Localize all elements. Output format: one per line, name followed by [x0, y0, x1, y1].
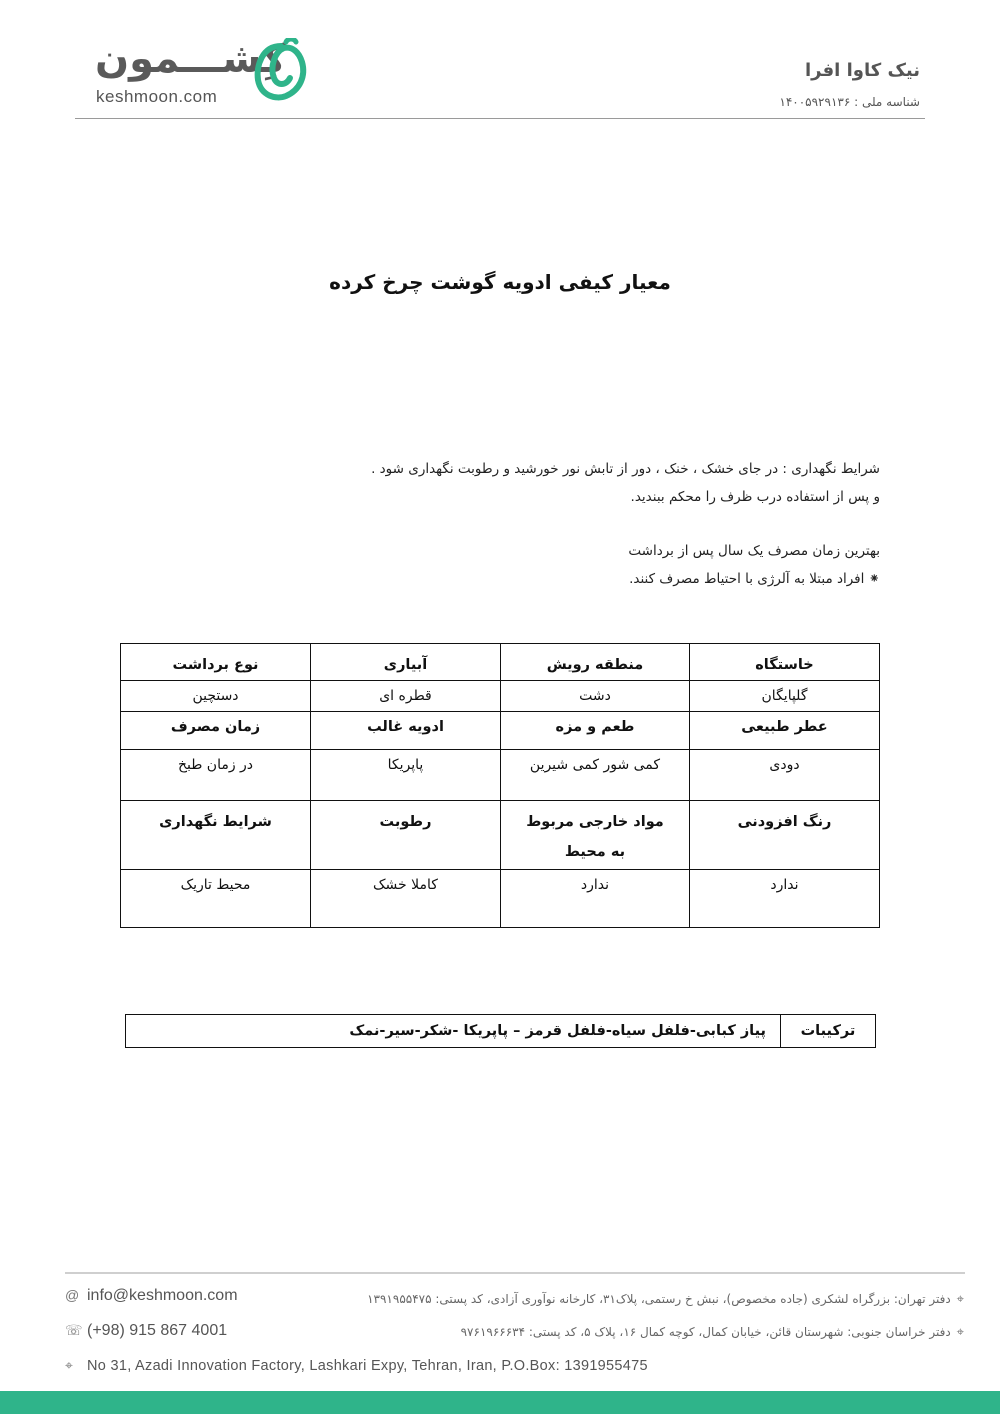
table-cell: دستچین [121, 681, 311, 712]
table-cell: دشت [501, 681, 690, 712]
table-row [121, 801, 880, 870]
logo-text-persian: کِشـــمون [95, 36, 287, 82]
company-name: نیک کاوا افرا [805, 60, 920, 81]
ingredients-table [125, 1014, 876, 1048]
footer-office-khorasan: دفتر خراسان جنوبی: شهرستان قائن، خیابان کمال، کوچه کمال ۱۶، پلاک ۵، کد پستی: ۹۷۶۱۹۶۶۶۳۴ [460, 1325, 951, 1339]
table-row [121, 870, 880, 928]
location-pin-icon: ⌖ [956, 1292, 964, 1307]
location-pin-icon: ⌖ [65, 1357, 74, 1373]
note-line: بهترین زمان مصرف یک سال پس از برداشت [628, 543, 880, 559]
table-cell: گلپایگان [690, 681, 880, 712]
table-cell: در زمان طبخ [121, 750, 311, 801]
footer-email-row [65, 1287, 238, 1305]
table-cell: پاپریکا [311, 750, 501, 801]
table-cell: دودی [690, 750, 880, 801]
note-line: ⁕ افراد مبتلا به آلرژی با احتیاط مصرف کنند. [629, 571, 880, 587]
header-divider [75, 118, 925, 119]
footer-office-tehran: دفتر تهران: بزرگراه لشکری (جاده مخصوص)، نبش خ رستمی، پلاک۳۱، کارخانه نوآوری آزادی، کد پستی: ۱۳۹۱۹۵۵۴۷۵ [367, 1292, 951, 1306]
table-cell: قطره ای [311, 681, 501, 712]
logo-mark-icon [252, 38, 310, 104]
footer-office-tehran-row [367, 1292, 964, 1307]
table-header-cell: مواد خارجی مربوط به محیط [501, 801, 690, 870]
table-cell: ندارد [501, 870, 690, 928]
table-cell: ندارد [690, 870, 880, 928]
table-cell: کمی شور کمی شیرین [501, 750, 690, 801]
footer-email[interactable]: info@keshmoon.com [87, 1287, 238, 1304]
table-header-cell: زمان مصرف [121, 712, 311, 750]
table-header-cell: منطقه رویش [501, 644, 690, 681]
document-title: معیار کیفی ادویه گوشت چرخ کرده [329, 270, 671, 294]
note-line: شرایط نگهداری : در جای خشک ، خنک ، دور از تابش نور خورشید و رطوبت نگهداری شود . [371, 461, 880, 477]
table-header-cell: خاستگاه [690, 644, 880, 681]
table-row [126, 1015, 876, 1048]
table-header-cell: آبیاری [311, 644, 501, 681]
table-cell: کاملا خشک [311, 870, 501, 928]
national-id: شناسه ملی : ۱۴۰۰۵۹۲۹۱۳۶ [779, 95, 920, 109]
ingredients-label: ترکیبات [781, 1015, 876, 1048]
at-icon: @ [65, 1287, 80, 1303]
table-row [121, 644, 880, 681]
note-line: و پس از استفاده درب ظرف را محکم ببندید. [630, 489, 880, 505]
footer-brand-bar [0, 1391, 1000, 1414]
location-pin-icon: ⌖ [956, 1325, 964, 1340]
footer-office-khorasan-row [461, 1325, 964, 1340]
table-header-cell: شرایط نگهداری [121, 801, 311, 870]
phone-icon: ☏ [65, 1322, 83, 1338]
footer-phone-row [65, 1322, 227, 1340]
footer-divider [65, 1272, 965, 1274]
table-header-cell: رنگ افزودنی [690, 801, 880, 870]
table-header-cell: طعم و مزه [501, 712, 690, 750]
storage-notes [280, 455, 880, 593]
footer-address-row [65, 1357, 648, 1374]
table-row [121, 681, 880, 712]
table-header-cell: نوع برداشت [121, 644, 311, 681]
table-header-cell: عطر طبیعی [690, 712, 880, 750]
footer-phone[interactable]: (+98) 915 867 4001 [87, 1322, 228, 1339]
footer-address-en: No 31, Azadi Innovation Factory, Lashkari Expy, Tehran, Iran, P.O.Box: 1391955475 [87, 1358, 648, 1374]
ingredients-value: پیاز کبابی-فلفل سیاه-فلفل قرمز – پاپریکا -شکر-سیر-نمک [126, 1015, 781, 1048]
table-header-cell: رطوبت [311, 801, 501, 870]
quality-spec-table [120, 643, 880, 928]
table-header-cell: ادویه غالب [311, 712, 501, 750]
table-cell: محیط تاریک [121, 870, 311, 928]
logo-text-english: keshmoon.com [96, 87, 218, 106]
table-row [121, 750, 880, 801]
table-row [121, 712, 880, 750]
